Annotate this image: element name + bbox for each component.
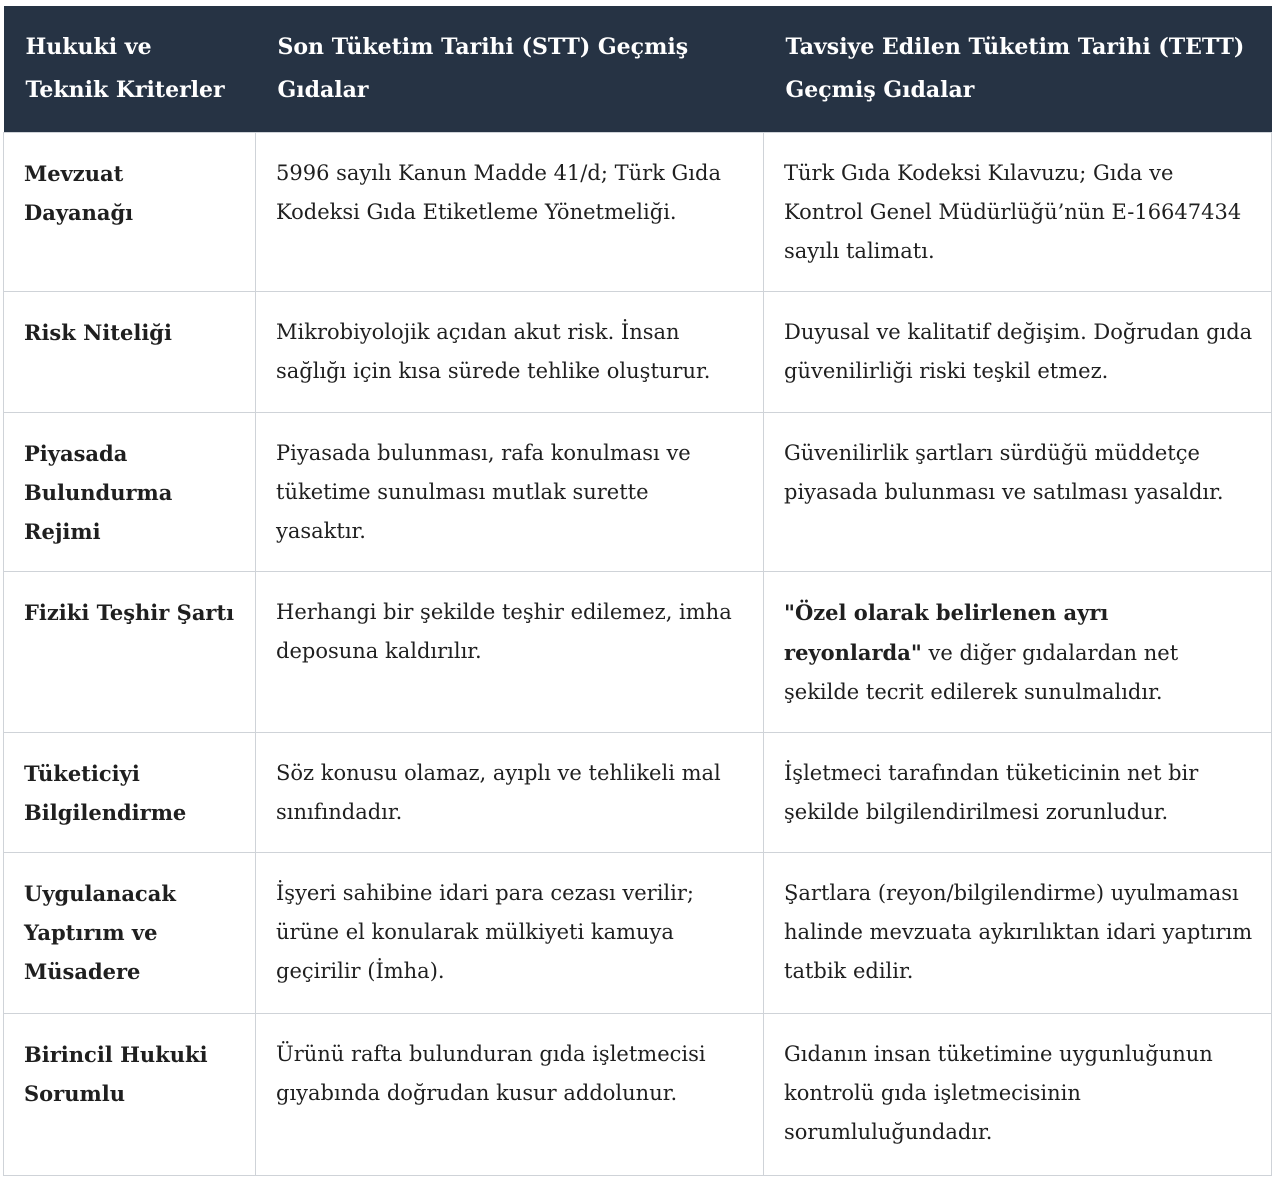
criterion-cell: Mevzuat Dayanağı [4, 133, 256, 292]
criterion-cell: Tüketiciyi Bilgilendirme [4, 733, 256, 853]
criterion-cell: Birincil Hukuki Sorumlu [4, 1014, 256, 1176]
stt-cell: 5996 sayılı Kanun Madde 41/d; Türk Gıda Kodeksi Gıda Etiketleme Yönetmeliği. [256, 133, 764, 292]
table-body [4, 133, 1272, 1176]
criterion-cell: Piyasada Bulundurma Rejimi [4, 413, 256, 572]
tett-emphasis: "Özel olarak belirlenen ayrı reyonlarda" [784, 600, 1109, 665]
table-row [4, 133, 1272, 292]
table-row [4, 413, 1272, 572]
table-row [4, 733, 1272, 853]
tett-rest: ve diğer gıdalardan net şekilde tecrit edilerek sunulmalıdır. [784, 641, 1179, 704]
tett-cell: Güvenilirlik şartları sürdüğü müddetçe piyasada bulunması ve satılması yasaldır. [764, 413, 1272, 572]
header-stt: Son Tüketim Tarihi (STT) Geçmiş Gıdalar [256, 6, 764, 133]
stt-cell: Ürünü rafta bulunduran gıda işletmecisi gıyabında doğrudan kusur addolunur. [256, 1014, 764, 1176]
table-row [4, 1014, 1272, 1176]
comparison-table [3, 6, 1272, 1176]
stt-cell: Herhangi bir şekilde teşhir edilemez, imha deposuna kaldırılır. [256, 572, 764, 733]
stt-cell: Piyasada bulunması, rafa konulması ve tüketime sunulması mutlak surette yasaktır. [256, 413, 764, 572]
header-criteria: Hukuki ve Teknik Kriterler [4, 6, 256, 133]
tett-cell: Türk Gıda Kodeksi Kılavuzu; Gıda ve Kontrol Genel Müdürlüğü’nün E-16647434 sayılı talimatı. [764, 133, 1272, 292]
tett-cell: Duyusal ve kalitatif değişim. Doğrudan gıda güvenilirliği riski teşkil etmez. [764, 292, 1272, 413]
table-row [4, 853, 1272, 1014]
criterion-cell: Uygulanacak Yaptırım ve Müsadere [4, 853, 256, 1014]
criterion-cell: Fiziki Teşhir Şartı [4, 572, 256, 733]
stt-cell: İşyeri sahibine idari para cezası verilir; ürüne el konularak mülkiyeti kamuya geçirilir (İmha). [256, 853, 764, 1014]
tett-cell: İşletmeci tarafından tüketicinin net bir şekilde bilgilendirilmesi zorunludur. [764, 733, 1272, 853]
stt-cell: Söz konusu olamaz, ayıplı ve tehlikeli mal sınıfındadır. [256, 733, 764, 853]
header-tett: Tavsiye Edilen Tüketim Tarihi (TETT) Geçmiş Gıdalar [764, 6, 1272, 133]
tett-cell [764, 572, 1272, 733]
table-row [4, 292, 1272, 413]
tett-cell: Şartlara (reyon/bilgilendirme) uyulmaması halinde mevzuata aykırılıktan idari yaptırım tatbik edilir. [764, 853, 1272, 1014]
table-row [4, 572, 1272, 733]
tett-cell: Gıdanın insan tüketimine uygunluğunun kontrolü gıda işletmecisinin sorumluluğundadır. [764, 1014, 1272, 1176]
stt-cell: Mikrobiyolojik açıdan akut risk. İnsan sağlığı için kısa sürede tehlike oluşturur. [256, 292, 764, 413]
table-header [4, 6, 1272, 133]
criterion-cell: Risk Niteliği [4, 292, 256, 413]
header-row [4, 6, 1272, 133]
